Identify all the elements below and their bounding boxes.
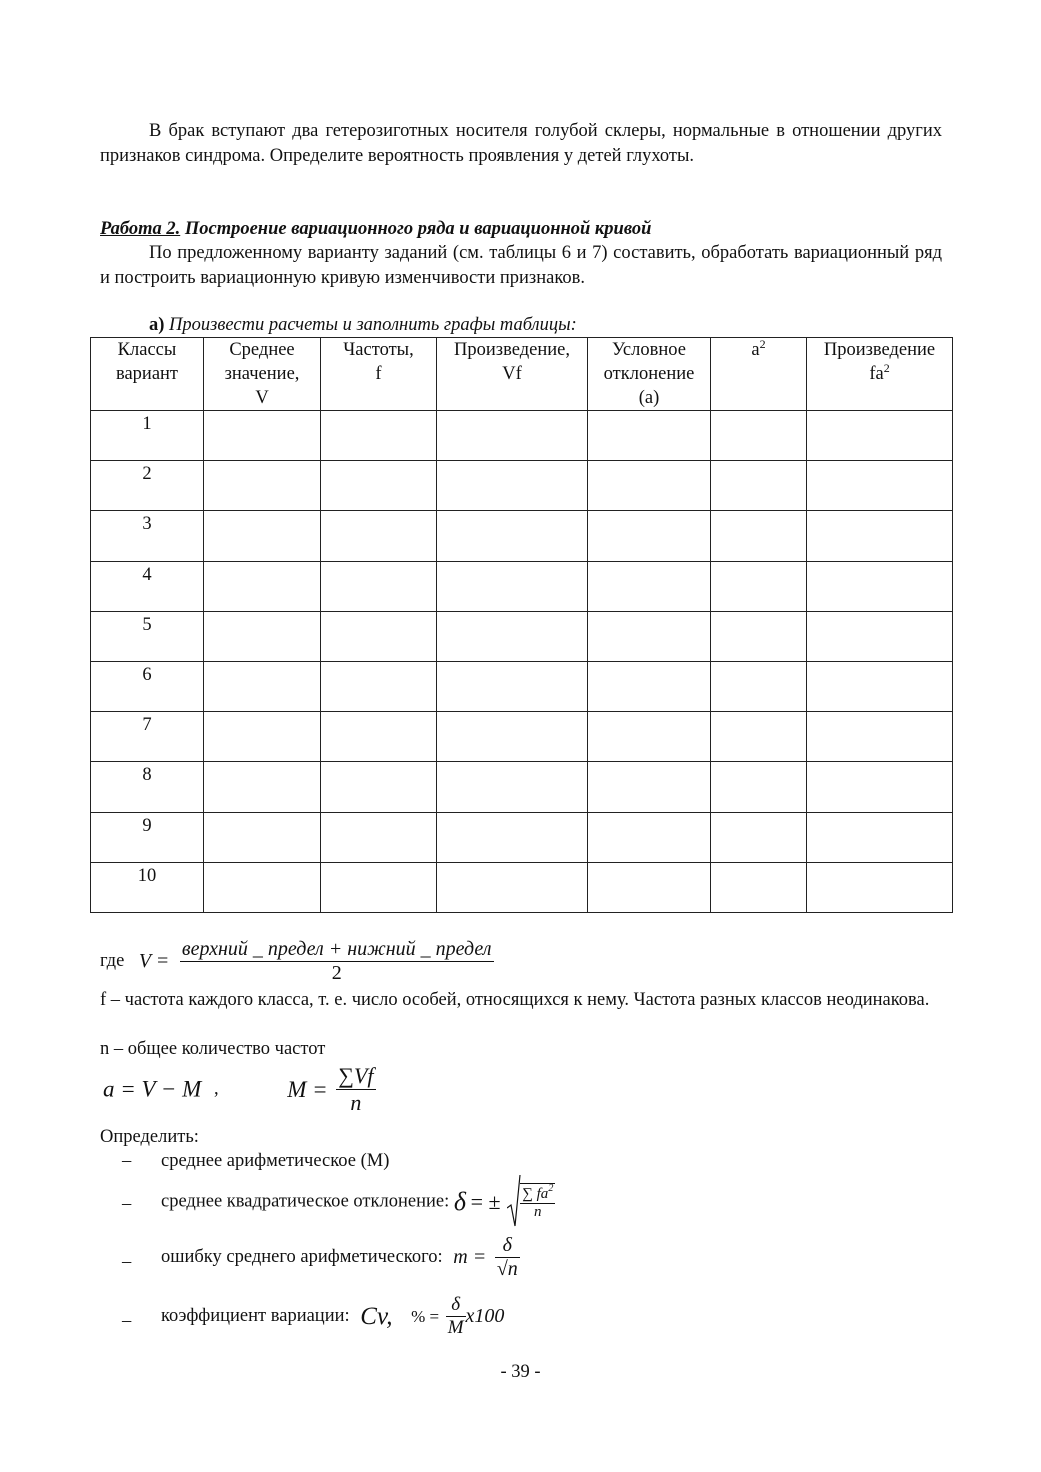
formula-a: a = V − M [103, 1076, 202, 1102]
std-deviation-text: среднее квадратическое отклонение: [161, 1191, 450, 1212]
variation-coefficient-cv: Cv, [360, 1302, 393, 1330]
empty-cell [807, 411, 953, 461]
empty-cell [588, 862, 711, 912]
empty-cell [807, 762, 953, 812]
table-caption [149, 314, 577, 336]
variation-coefficient-text: коэффициент вариации: [161, 1306, 350, 1326]
class-number-cell: 8 [91, 762, 204, 812]
class-number-cell: 1 [91, 411, 204, 461]
variation-table [90, 337, 953, 913]
empty-cell [204, 461, 321, 511]
determine-label: Определить: [100, 1127, 199, 1147]
empty-cell [711, 411, 807, 461]
formula-m-numerator: ∑Vf [338, 1063, 374, 1088]
empty-cell [711, 511, 807, 561]
empty-cell [807, 561, 953, 611]
empty-cell [204, 561, 321, 611]
empty-cell [711, 862, 807, 912]
empty-cell [588, 561, 711, 611]
section-heading [100, 218, 651, 240]
mean-error-fraction [495, 1234, 520, 1281]
formula-v-denominator: 2 [180, 961, 494, 985]
empty-cell [437, 411, 588, 461]
empty-cell [588, 762, 711, 812]
mean-error-numerator: δ [502, 1234, 512, 1256]
table-row [91, 561, 953, 611]
mean-error-text: ошибку среднего арифметического: [161, 1247, 443, 1267]
definition-f: f – частота каждого класса, т. е. число особей, относящихся к нему. Частота разных классов неодинакова. [100, 990, 930, 1010]
table-row [91, 461, 953, 511]
formula-m-denominator: n [336, 1089, 375, 1116]
header-a-squared: $a^2$ [711, 338, 807, 411]
mean-error-lhs: m = [453, 1246, 487, 1268]
empty-cell [711, 812, 807, 862]
task-paragraph [100, 241, 942, 290]
table-row [91, 862, 953, 912]
class-number-cell: 6 [91, 661, 204, 711]
std-deviation-denominator: n [520, 1203, 555, 1221]
class-number-cell: 2 [91, 461, 204, 511]
intro-paragraph-text: В брак вступают два гетерозиготных носителя голубой склеры, нормальные в отношении других признаков синдрома. Определите вероятность проявления у детей глухоты. [100, 121, 942, 166]
header-deviation: Условное отклонение (a) [588, 338, 711, 411]
empty-cell [437, 561, 588, 611]
table-row [91, 812, 953, 862]
formula-a-comma: , [213, 1079, 219, 1099]
empty-cell [437, 511, 588, 561]
empty-cell [204, 511, 321, 561]
list-item-variation-coefficient [161, 1294, 504, 1339]
std-deviation-eq: = ± [470, 1189, 501, 1214]
definition-n: n – общее количество частот [100, 1039, 326, 1059]
empty-cell [437, 461, 588, 511]
class-number-cell: 3 [91, 511, 204, 561]
empty-cell [321, 611, 437, 661]
class-number-cell: 9 [91, 812, 204, 862]
formula-m-lhs: M = [287, 1076, 328, 1102]
sqrt-sign-icon [507, 1174, 521, 1230]
list-item-mean-error [161, 1234, 520, 1281]
std-deviation-numerator: ∑ $fa^2$ [522, 1183, 554, 1202]
formula-v-prefix: где [100, 951, 125, 971]
header-mean-value: Среднее значение, V [204, 338, 321, 411]
empty-cell [588, 661, 711, 711]
empty-cell [437, 611, 588, 661]
empty-cell [437, 661, 588, 711]
intro-paragraph [100, 119, 942, 168]
empty-cell [204, 661, 321, 711]
empty-cell [321, 511, 437, 561]
empty-cell [711, 661, 807, 711]
formula-v-fraction [180, 938, 494, 985]
formula-m-fraction [336, 1063, 375, 1116]
mean-error-denominator: √n [496, 1258, 518, 1280]
empty-cell [807, 812, 953, 862]
caption-marker: а) [149, 315, 165, 335]
heading-label: Работа 2. [100, 219, 181, 239]
empty-cell [588, 461, 711, 511]
header-classes: Классы вариант [91, 338, 204, 411]
empty-cell [807, 862, 953, 912]
table-row [91, 762, 953, 812]
empty-cell [588, 712, 711, 762]
table-row [91, 712, 953, 762]
page-number: - 39 - [500, 1362, 541, 1382]
empty-cell [321, 812, 437, 862]
variation-coefficient-pct: % = [411, 1306, 440, 1326]
empty-cell [204, 611, 321, 661]
variation-coefficient-numerator: δ [451, 1294, 461, 1315]
empty-cell [437, 862, 588, 912]
list-item-dash: – [122, 1311, 132, 1331]
class-number-cell: 7 [91, 712, 204, 762]
empty-cell [321, 461, 437, 511]
empty-cell [711, 712, 807, 762]
variation-coefficient-denominator: M [447, 1317, 464, 1338]
empty-cell [807, 712, 953, 762]
list-item-dash: – [122, 1194, 132, 1214]
table-row [91, 661, 953, 711]
empty-cell [204, 712, 321, 762]
task-paragraph-text: По предложенному варианту заданий (см. таблицы 6 и 7) составить, обработать вариационный ряд и построить вариационную кривую изменчивости признаков. [100, 243, 942, 288]
empty-cell [807, 661, 953, 711]
empty-cell [588, 611, 711, 661]
empty-cell [807, 511, 953, 561]
formula-a-m [103, 1063, 376, 1116]
std-deviation-fraction [520, 1183, 555, 1221]
class-number-cell: 5 [91, 611, 204, 661]
list-item-mean: среднее арифметическое (М) [161, 1151, 390, 1171]
empty-cell [321, 661, 437, 711]
table-row [91, 511, 953, 561]
table-row [91, 611, 953, 661]
class-number-cell: 4 [91, 561, 204, 611]
empty-cell [807, 611, 953, 661]
empty-cell [711, 762, 807, 812]
empty-cell [321, 712, 437, 762]
empty-cell [711, 611, 807, 661]
empty-cell [437, 812, 588, 862]
empty-cell [437, 762, 588, 812]
table-header-row [91, 338, 953, 411]
empty-cell [321, 762, 437, 812]
list-item-dash: – [122, 1151, 132, 1171]
header-frequencies: Частоты, f [321, 338, 437, 411]
empty-cell [204, 812, 321, 862]
table-row [91, 411, 953, 461]
std-deviation-delta: δ [453, 1187, 466, 1216]
formula-v-lhs: V = [138, 950, 170, 972]
empty-cell [321, 411, 437, 461]
formula-v [100, 938, 494, 985]
variation-coefficient-tail: x100 [465, 1305, 505, 1327]
empty-cell [807, 461, 953, 511]
formula-v-numerator: верхний _ предел + нижний _ предел [181, 938, 492, 960]
empty-cell [204, 862, 321, 912]
list-item-std-deviation [161, 1174, 555, 1230]
class-number-cell: 10 [91, 862, 204, 912]
empty-cell [321, 561, 437, 611]
heading-title: Построение вариационного ряда и вариационной кривой [180, 219, 652, 239]
variation-coefficient-fraction [446, 1294, 466, 1339]
empty-cell [321, 862, 437, 912]
empty-cell [588, 411, 711, 461]
empty-cell [588, 812, 711, 862]
caption-text: Произвести расчеты и заполнить графы таблицы: [164, 315, 577, 335]
header-product-fa2: Произведение $fa^2$ [807, 338, 953, 411]
empty-cell [204, 762, 321, 812]
empty-cell [711, 461, 807, 511]
empty-cell [711, 561, 807, 611]
empty-cell [204, 411, 321, 461]
header-product-vf: Произведение, Vf [437, 338, 588, 411]
list-item-dash: – [122, 1252, 132, 1272]
empty-cell [588, 511, 711, 561]
empty-cell [437, 712, 588, 762]
